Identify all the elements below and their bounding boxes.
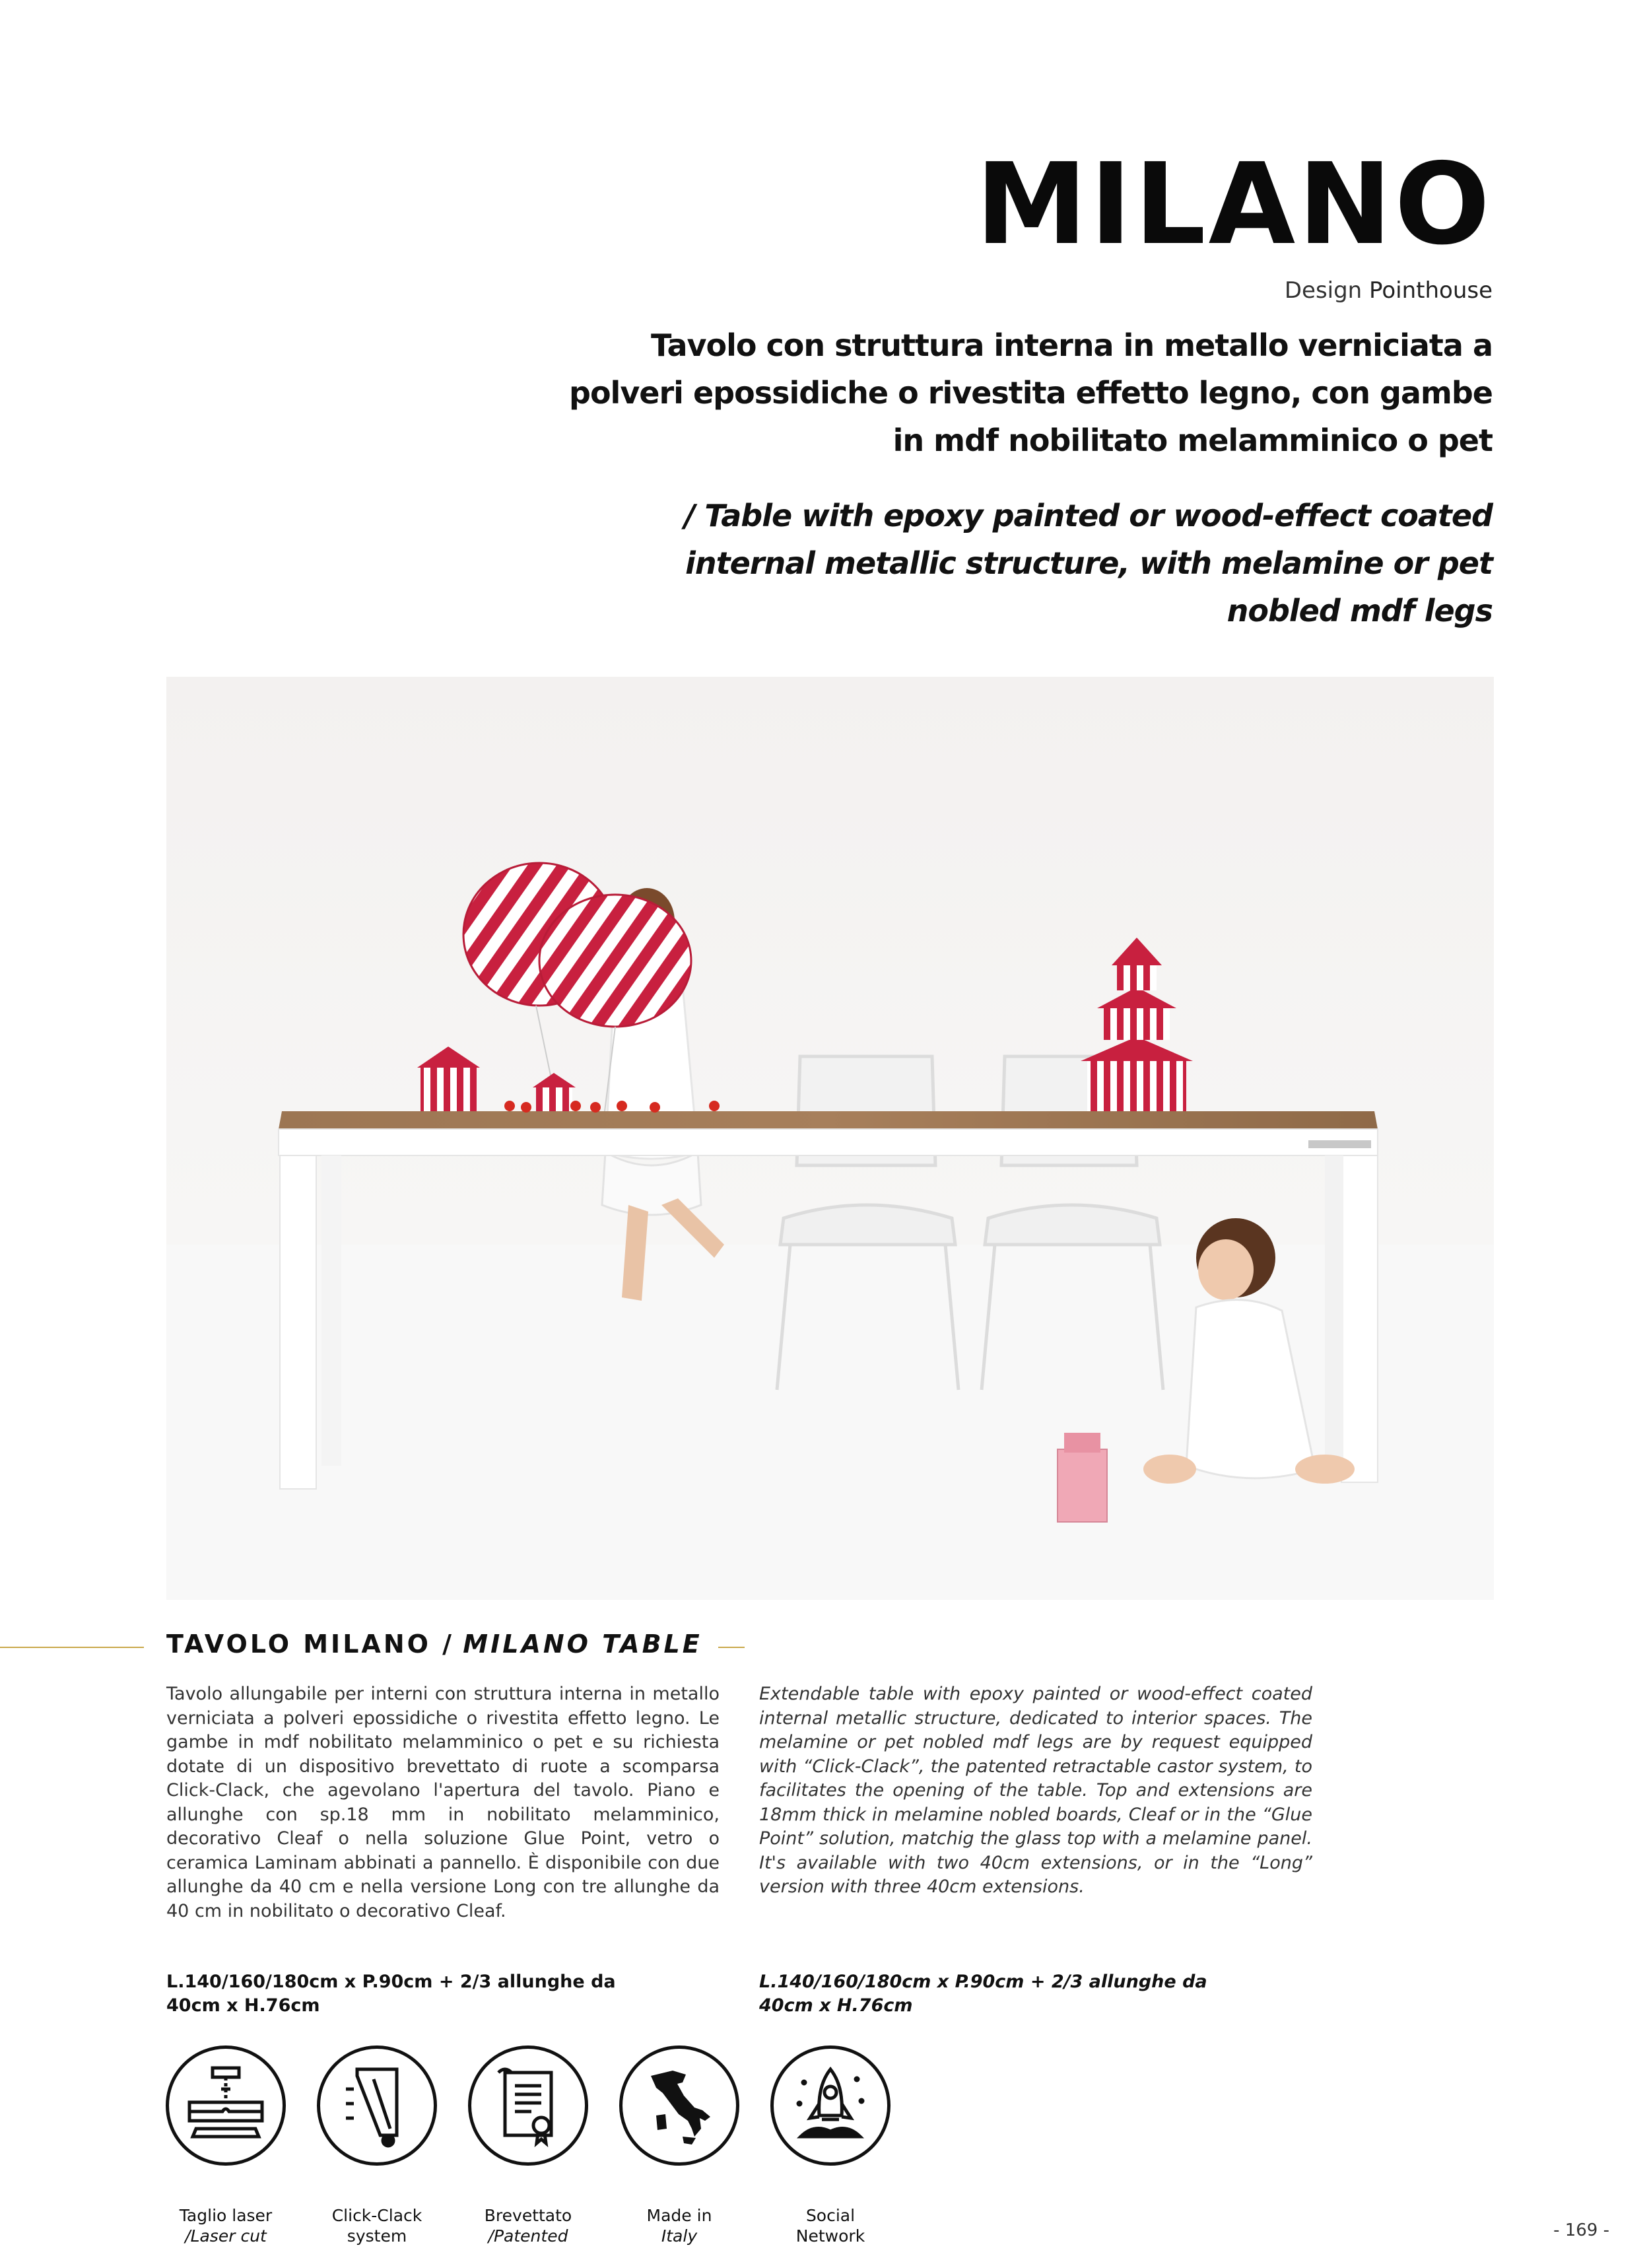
feature-line1: Taglio laser bbox=[179, 2206, 273, 2225]
rocket-icon bbox=[770, 2045, 891, 2166]
section-title bbox=[166, 1630, 702, 1659]
design-prefix: Design bbox=[1284, 277, 1363, 304]
section-title-en: MILANO TABLE bbox=[463, 1630, 702, 1659]
product-photo bbox=[166, 677, 1494, 1600]
feature-social-network bbox=[761, 2045, 900, 2246]
dimensions-english: L.140/160/180cm x P.90cm + 2/3 allunghe da 40cm x H.76cm bbox=[759, 1972, 1207, 2016]
product-title: MILANO bbox=[975, 139, 1493, 270]
page-number: - 169 - bbox=[1553, 2220, 1609, 2240]
feature-line1: Brevettato bbox=[484, 2206, 572, 2225]
section-title-it: TAVOLO MILANO bbox=[166, 1630, 431, 1659]
click-clack-icon bbox=[317, 2045, 437, 2166]
laser-cut-icon bbox=[166, 2045, 286, 2166]
feature-line1: Click-Clack bbox=[331, 2206, 422, 2225]
accent-line-right bbox=[718, 1647, 745, 1648]
designer-name: Pointhouse bbox=[1369, 277, 1493, 304]
feature-label bbox=[308, 2205, 446, 2246]
designer-credit bbox=[1285, 277, 1493, 304]
feature-line1: Social bbox=[805, 2206, 856, 2225]
feature-line2: Italy bbox=[661, 2226, 698, 2246]
feature-laser-cut bbox=[156, 2045, 295, 2246]
feature-label bbox=[761, 2205, 900, 2246]
feature-made-in-italy bbox=[610, 2045, 749, 2246]
subtitle-italian: Tavolo con struttura interna in metallo verniciata a polveri epossidiche o rivestita effetto legno, con gambe in mdf nobilitato melamminico o pet bbox=[569, 327, 1493, 458]
feature-click-clack bbox=[308, 2045, 446, 2246]
section-title-separator: / bbox=[442, 1630, 452, 1659]
feature-line1: Made in bbox=[646, 2206, 712, 2225]
subtitle-english: / Table with epoxy painted or wood-effect coated internal metallic structure, with melamine or pet nobled mdf legs bbox=[684, 498, 1493, 629]
accent-line-left bbox=[0, 1647, 144, 1648]
feature-line2: system bbox=[347, 2226, 407, 2246]
pink-toy-box bbox=[1058, 1433, 1107, 1522]
italy-map-icon bbox=[619, 2045, 739, 2166]
photo-illustration bbox=[166, 677, 1494, 1600]
feature-line2: /Laser cut bbox=[185, 2226, 267, 2246]
feature-line2: Network bbox=[795, 2226, 865, 2246]
feature-patented bbox=[459, 2045, 597, 2246]
feature-label bbox=[610, 2205, 749, 2246]
description-italian: Tavolo allungabile per interni con struttura interna in metallo verniciata a polveri epossidiche o rivestita effetto legno. Le gambe in mdf nobilitato melamminico o pet e su richiesta dotate di un dispositivo brevettato di ruote a scomparsa Click-Clack, che agevolano l'apertura del tavolo. Piano e allunghe con sp.18 mm in nobilitato melamminico, decorativo Cleaf o nella soluzione Glue Point, vetro o ceramica Laminam abbinati a pannello. È disponibile con due allunghe da 40 cm e nella versione Long con tre allunghe da 40 cm in nobilitato o decorativo Cleaf. bbox=[166, 1684, 720, 1921]
patent-scroll-icon bbox=[468, 2045, 588, 2166]
feature-label bbox=[156, 2205, 295, 2246]
dimensions-italian: L.140/160/180cm x P.90cm + 2/3 allunghe da 40cm x H.76cm bbox=[166, 1972, 616, 2016]
feature-line2: /Patented bbox=[488, 2226, 568, 2246]
description-english: Extendable table with epoxy painted or wood-effect coated internal metallic structure, dedicated to interior spaces. The melamine or pet nobled mdf legs are by request equipped with “Click-Clack”, the patented retractable castor system, to facilitates the opening of the table. Top and extensions are 18mm thick in melamine nobled boards, Cleaf or in the “Glue Point” solution, matchig the glass top with a melamine panel. It's available with two 40cm extensions, or in the “Long” version with three 40cm extensions. bbox=[759, 1684, 1312, 1897]
feature-label bbox=[459, 2205, 597, 2246]
